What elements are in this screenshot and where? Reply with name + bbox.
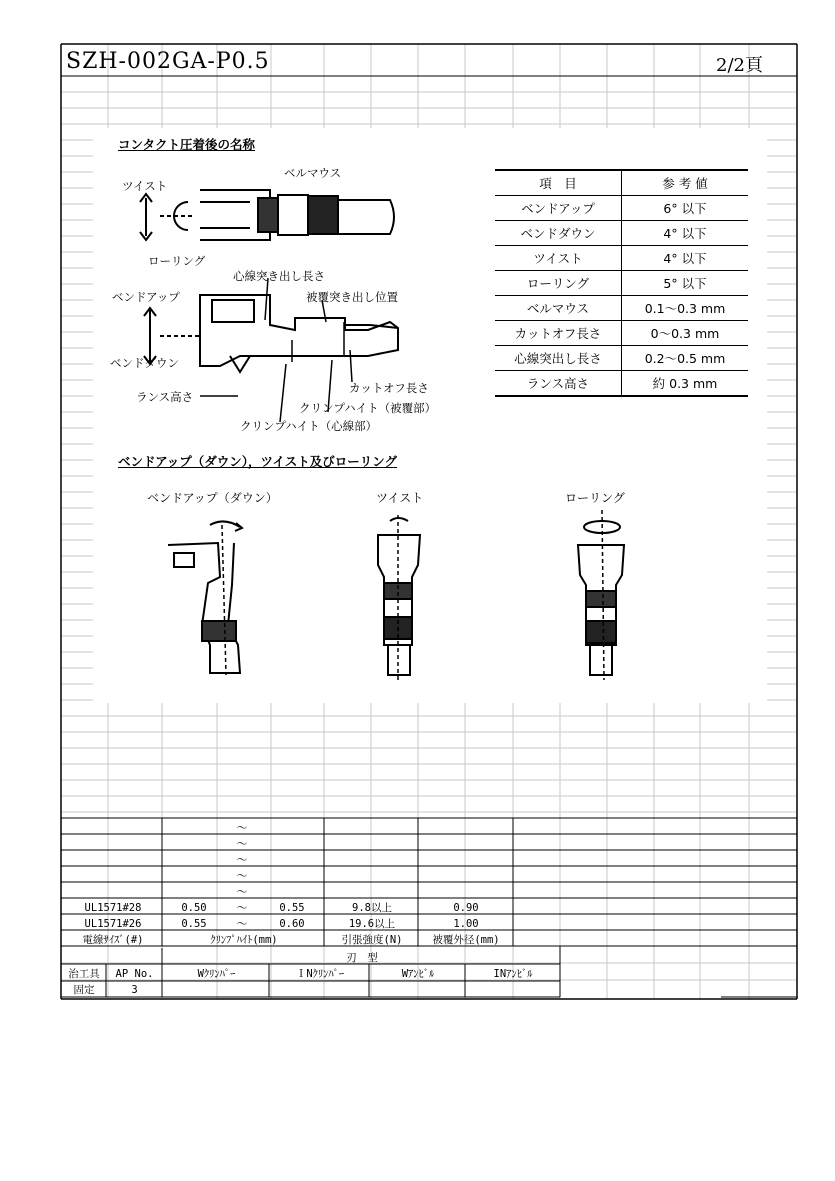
jig-value: 固定 <box>73 984 95 996</box>
bend-contact-figure <box>168 521 242 675</box>
tensile-strength: 19.6以上 <box>348 918 396 930</box>
section1-title: コンタクト圧着後の名称 <box>118 137 256 152</box>
ref-item: 心線突出し長さ <box>495 346 622 371</box>
range-tilde: ～ <box>236 902 248 914</box>
ref-value: 約 0.3 mm <box>652 376 718 391</box>
ref-value: 0.2～0.5 mm <box>622 346 749 371</box>
header-outer: 被覆外径(mm) <box>432 934 500 946</box>
ref-value: 4° 以下 <box>622 221 749 246</box>
label-insulation-position: 被覆突き出し位置 <box>306 290 398 304</box>
deformation-figures <box>150 505 670 685</box>
ref-item: ランス高さ <box>495 371 622 397</box>
outer-diameter: 0.90 <box>453 901 479 914</box>
ref-item: ツイスト <box>495 246 622 271</box>
label-bellmouth: ベルマウス <box>284 166 342 180</box>
label-bend-down: ベンドダウン <box>110 356 179 370</box>
page-number: 2/2頁 <box>716 55 763 76</box>
empty-row-tilde: ～ <box>236 886 248 898</box>
ref-item: ローリング <box>495 271 622 296</box>
label-lance-height: ランス高さ <box>136 390 194 404</box>
header-in-anvil: INｱﾝﾋﾞﾙ <box>493 968 533 980</box>
crimp-height-min: 0.55 <box>181 917 207 930</box>
label-core-protrusion: 心線突き出し長さ <box>233 269 325 283</box>
caption-rolling: ローリング <box>565 491 625 505</box>
header-w-anvil: Wｱﾝﾋﾞﾙ <box>401 968 435 980</box>
empty-row-tilde: ～ <box>236 838 248 850</box>
twist-arrow <box>140 194 195 240</box>
ref-value: 4° 以下 <box>622 246 749 271</box>
caption-bend: ベンドアップ（ダウン） <box>147 491 278 505</box>
crimp-height-max: 0.55 <box>279 901 305 914</box>
empty-row-tilde: ～ <box>236 870 248 882</box>
header-wire-size: 電線ｻｲｽﾞ(#) <box>82 934 144 946</box>
table-row <box>495 196 748 221</box>
section2-title: ベンドアップ（ダウン），ツイスト及びローリング <box>118 454 398 469</box>
table-row <box>495 321 748 346</box>
caption-twist: ツイスト <box>376 491 424 505</box>
header-ap-no: AP No. <box>115 967 154 980</box>
contact-side-view <box>200 295 398 372</box>
label-twist: ツイスト <box>122 179 168 193</box>
table-row <box>495 296 748 321</box>
table-row <box>495 246 748 271</box>
ref-item: カットオフ長さ <box>495 321 622 346</box>
table-row <box>495 371 748 397</box>
reference-table <box>495 169 748 397</box>
tensile-strength: 9.8以上 <box>352 902 392 914</box>
wire-size: UL1571#26 <box>84 917 142 930</box>
wire-size: UL1571#28 <box>84 901 142 914</box>
label-crimp-height-core: クリンプハイト（心線部） <box>240 419 378 433</box>
table-row <box>495 346 748 371</box>
ref-item: ベンドアップ <box>495 196 622 221</box>
outer-diameter: 1.00 <box>453 917 479 930</box>
document-id: SZH-002GA-P0.5 <box>66 49 270 74</box>
header-tensile: 引張強度(N) <box>341 934 403 946</box>
reference-table-header <box>495 170 748 196</box>
table-row <box>495 221 748 246</box>
ap-no-value: 3 <box>131 983 138 996</box>
ref-header-item: 項 目 <box>495 170 622 196</box>
rolling-contact-figure <box>578 510 624 680</box>
ref-value: 0.1～0.3 mm <box>622 296 749 321</box>
crimp-height-max: 0.60 <box>279 917 305 930</box>
label-crimp-height-insulation: クリンプハイト（被覆部） <box>299 401 437 415</box>
label-rolling: ローリング <box>148 254 206 268</box>
label-cutoff-length: カットオフ長さ <box>349 381 429 395</box>
label-bend-up: ベンドアップ <box>112 290 180 304</box>
ref-value: 0～0.3 mm <box>622 321 749 346</box>
empty-row-tilde: ～ <box>236 854 248 866</box>
range-tilde: ～ <box>236 918 248 930</box>
crimp-height-min: 0.50 <box>181 901 207 914</box>
header-jig: 治工具 <box>68 968 100 980</box>
header-w-crimper: Wｸﾘﾝﾊﾟｰ <box>197 968 236 980</box>
ref-value: 5° 以下 <box>622 271 749 296</box>
contact-top-view <box>200 190 394 240</box>
header-in-crimper: ＩNｸﾘﾝﾊﾟｰ <box>295 968 345 980</box>
ref-item: ベルマウス <box>495 296 622 321</box>
ref-header-value: 参 考 値 <box>622 170 749 196</box>
ref-item: ベンドダウン <box>495 221 622 246</box>
twist-contact-figure <box>378 515 420 680</box>
table-row <box>495 271 748 296</box>
blade-type-header: 刃 型 <box>346 951 378 964</box>
ref-value: 6° 以下 <box>622 196 749 221</box>
header-crimp-height: ｸﾘﾝﾌﾟﾊｲﾄ(mm) <box>210 934 278 946</box>
empty-row-tilde: ～ <box>236 822 248 834</box>
